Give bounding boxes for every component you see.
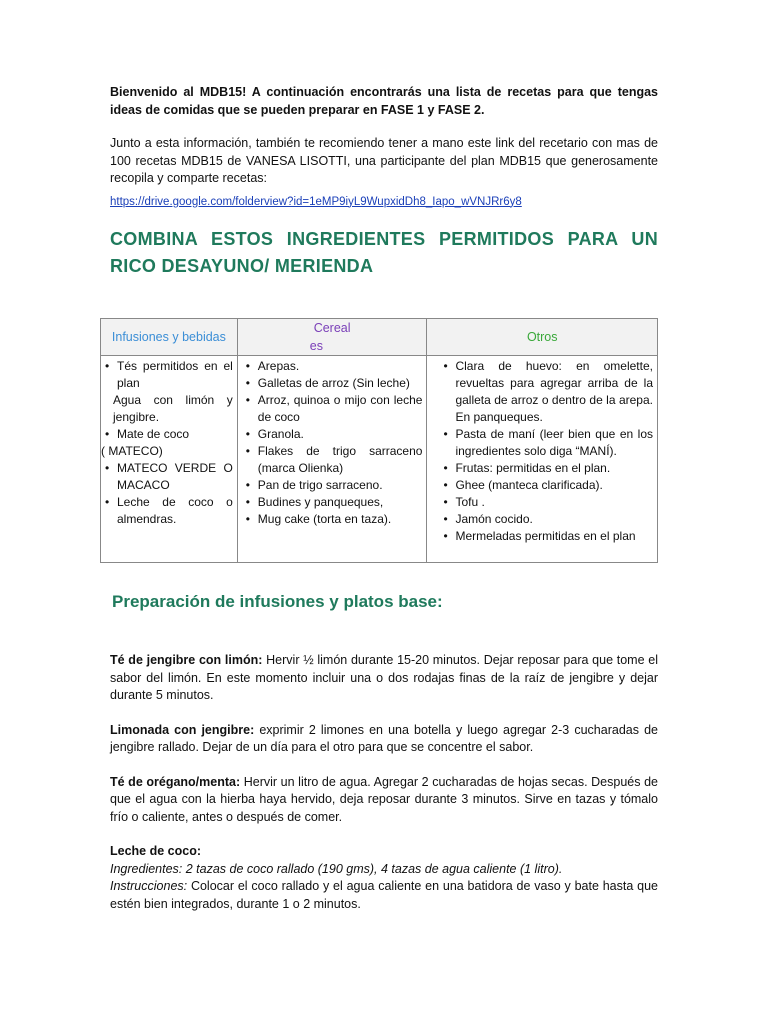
- list-item: • Budines y panqueques,: [242, 494, 423, 511]
- list-item: • Mermeladas permitidas en el plan: [439, 528, 653, 545]
- list-item: • Jamón cocido.: [439, 511, 653, 528]
- table-header-row: [101, 319, 658, 356]
- list-item: Agua con limón y jengibre.: [113, 393, 233, 424]
- recipe-instructions-text: Colocar el coco rallado y el agua caliente en una batidora de vaso y bate hasta que estén bien integrados, durante 1 o 2 minutos.: [110, 879, 658, 911]
- recipe-te-oregano: [110, 774, 658, 827]
- cell-otros: [427, 356, 658, 563]
- recipe-ingredients: Ingredientes: 2 tazas de coco rallado (190 gms), 4 tazas de agua caliente (1 litro).: [110, 861, 563, 876]
- recipe-title: Té de jengibre con limón:: [110, 653, 263, 667]
- recetario-link[interactable]: https://drive.google.com/folderview?id=1eMP9iyL9WupxidDh8_Iapo_wVNJRr6y8: [110, 195, 522, 208]
- list-item: • Arepas.: [242, 358, 423, 375]
- recipe-limonada: [110, 722, 658, 757]
- recipe-te-jengibre: [110, 652, 658, 705]
- ingredients-table: [100, 318, 658, 563]
- cell-infusiones: [101, 356, 238, 563]
- recipes-block: [110, 652, 658, 930]
- header-cereales-line1: Cereal: [313, 321, 351, 335]
- list-item: • Tofu .: [439, 494, 653, 511]
- header-infusiones-label: Infusiones y bebidas: [111, 330, 226, 344]
- list-item: • Frutas: permitidas en el plan.: [439, 460, 653, 477]
- recommend-paragraph: Junto a esta información, también te recomiendo tener a mano este link del recetario con mas de 100 recetas MDB15 de VANESA LISOTTI, una participante del plan MDB15 que generosamente recopila y comparte recetas:: [110, 136, 658, 185]
- header-infusiones: [101, 319, 238, 356]
- section-title-preparacion: Preparación de infusiones y platos base:: [112, 592, 443, 611]
- recipe-text: Hervir un litro de agua. Agregar 2 cucharadas de hojas secas. Después de que el agua con la hierba haya hervido, deja reposar durante 3 minutos. Sirve en tazas y tómalo frío o caliente, antes o después de comer.: [110, 774, 658, 824]
- list-item: • Leche de coco o almendras.: [101, 494, 233, 528]
- list-item: • Granola.: [242, 426, 423, 443]
- recipe-title: Limonada con jengibre:: [110, 722, 255, 737]
- list-item: • Arroz, quinoa o mijo con leche de coco: [242, 392, 423, 426]
- recipe-title: Té de orégano/menta:: [110, 774, 241, 789]
- list-item: • Mate de coco: [101, 426, 233, 443]
- list-item: • Mug cake (torta en taza).: [242, 511, 423, 528]
- list-item: ( MATECO): [101, 444, 163, 458]
- list-item: • Clara de huevo: en omelette, revueltas para agregar arriba de la galleta de arroz o dentro de la arepa. En panqueques.: [439, 358, 653, 426]
- list-item: • Pasta de maní (leer bien que en los ingredientes solo diga “MANÍ).: [439, 426, 653, 460]
- header-otros-label: Otros: [526, 330, 558, 344]
- recipe-instructions-label: Instrucciones:: [110, 879, 188, 893]
- header-cereales: [237, 319, 427, 356]
- recipe-title: Leche de coco:: [110, 844, 201, 858]
- list-item: • Tés permitidos en el plan: [101, 358, 233, 392]
- welcome-paragraph: Bienvenido al MDB15! A continuación encontrarás una lista de recetas para que tengas ideas de comidas que se pueden preparar en FASE 1 y FASE 2.: [110, 85, 658, 117]
- list-item: • MATECO VERDE O MACACO: [101, 460, 233, 494]
- section-title-desayuno: COMBINA ESTOS INGREDIENTES PERMITIDOS PARA UN RICO DESAYUNO/ MERIENDA: [110, 228, 658, 276]
- header-otros: [427, 319, 658, 356]
- list-item: • Ghee (manteca clarificada).: [439, 477, 653, 494]
- recipe-text: exprimir 2 limones en una botella y luego agregar 2-3 cucharadas de jengibre rallado. Dejar de un día para el otro para que se concentre el sabor.: [110, 722, 658, 754]
- recipe-text: Hervir ½ limón durante 15-20 minutos. Dejar reposar para que tome el sabor del limón. En este momento incluir una o dos rodajas finas de la raíz de jengibre y dejar durante 5 minutos.: [110, 653, 658, 702]
- header-cereales-line2: es: [309, 339, 323, 353]
- intro-block: [110, 84, 658, 280]
- list-item: • Pan de trigo sarraceno.: [242, 477, 423, 494]
- recipe-leche-coco: [110, 843, 658, 913]
- table-body-row: [101, 356, 658, 563]
- cell-cereales: [237, 356, 427, 563]
- list-item: • Flakes de trigo sarraceno (marca Olienka): [242, 443, 423, 477]
- list-item: • Galletas de arroz (Sin leche): [242, 375, 423, 392]
